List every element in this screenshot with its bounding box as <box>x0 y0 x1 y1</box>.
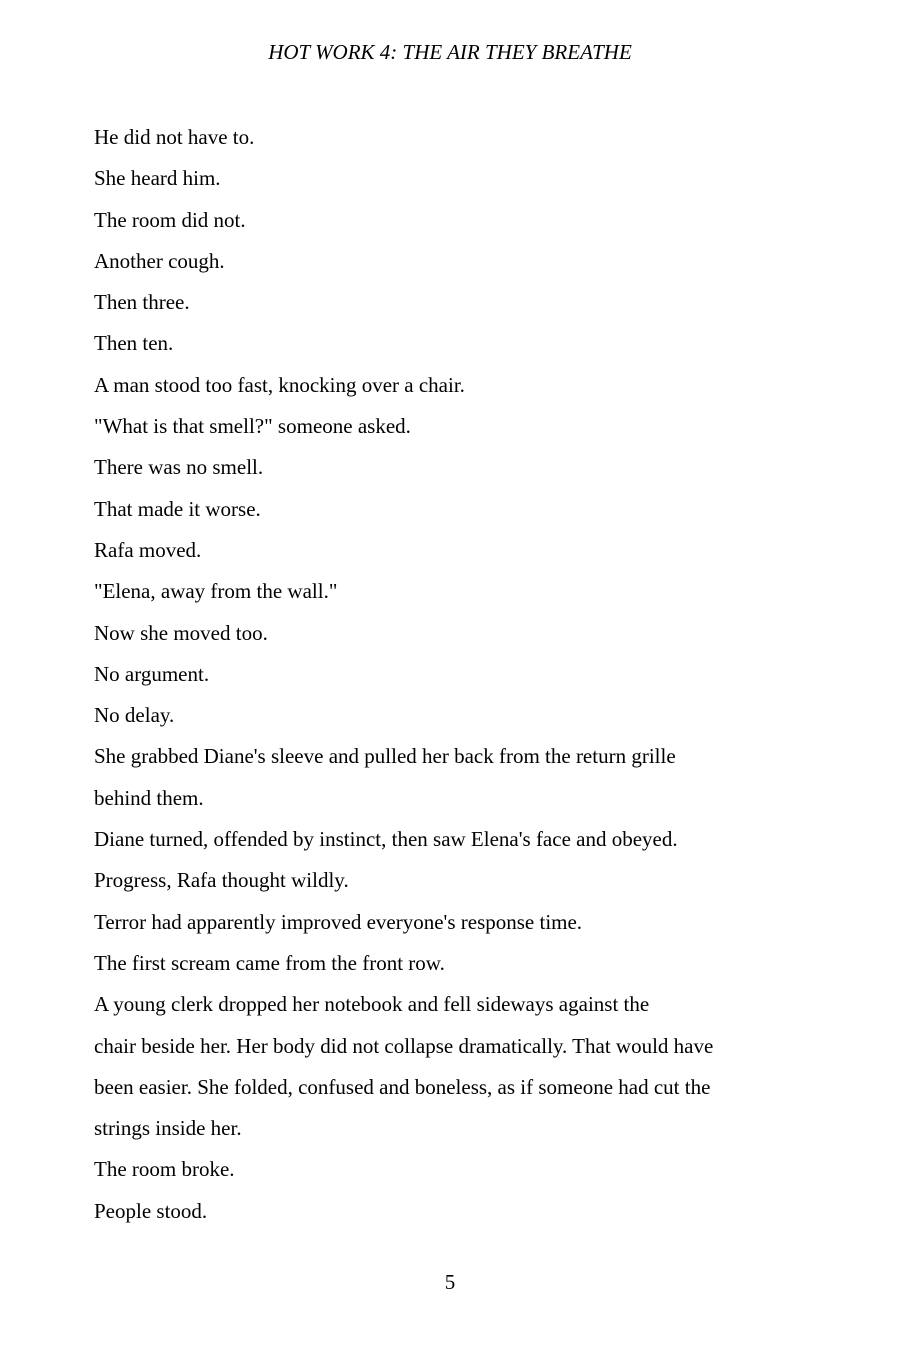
text-line: Terror had apparently improved everyone's response time. <box>94 909 583 934</box>
text-line: The room did not. <box>94 207 246 232</box>
text-line: "What is that smell?" someone asked. <box>94 414 411 439</box>
text-line: behind them. <box>94 785 204 810</box>
text-line: been easier. She folded, confused and boneless, as if someone had cut the <box>94 1074 711 1099</box>
body-text <box>94 117 794 1232</box>
page-number: 5 <box>444 1270 456 1294</box>
running-header: HOT WORK 4: THE AIR THEY BREATHE <box>268 40 632 64</box>
text-line: That made it worse. <box>94 496 261 521</box>
text-line: "Elena, away from the wall." <box>94 579 338 604</box>
text-line: She heard him. <box>94 166 221 191</box>
text-line: The room broke. <box>94 1157 235 1182</box>
text-line: Diane turned, offended by instinct, then saw Elena's face and obeyed. <box>94 827 678 852</box>
text-line: Now she moved too. <box>94 620 268 645</box>
text-line: Another cough. <box>94 248 225 273</box>
text-line: No argument. <box>94 661 210 686</box>
text-line: A young clerk dropped her notebook and fell sideways against the <box>94 992 650 1017</box>
text-line: The first scream came from the front row. <box>94 950 445 975</box>
text-line: People stood. <box>94 1198 208 1223</box>
text-line: chair beside her. Her body did not collapse dramatically. That would have <box>94 1033 714 1058</box>
text-line: She grabbed Diane's sleeve and pulled her back from the return grille <box>94 744 676 769</box>
text-line: He did not have to. <box>94 125 255 149</box>
text-line: Then three. <box>94 290 190 315</box>
text-line: Progress, Rafa thought wildly. <box>94 868 349 893</box>
text-line: No delay. <box>94 703 175 728</box>
text-line: Rafa moved. <box>94 537 202 562</box>
text-line: A man stood too fast, knocking over a chair. <box>94 372 465 397</box>
text-line: Then ten. <box>94 331 174 356</box>
text-line: strings inside her. <box>94 1116 242 1141</box>
text-line: There was no smell. <box>94 455 264 480</box>
